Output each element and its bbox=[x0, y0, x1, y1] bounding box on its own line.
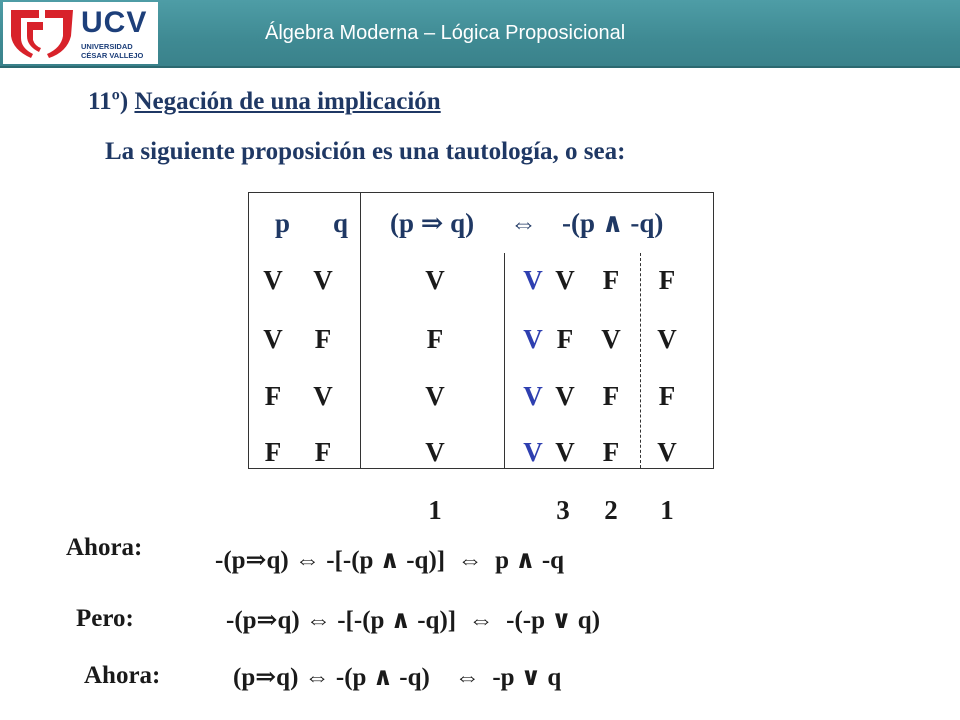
cell-p: F bbox=[264, 381, 282, 411]
cell-p: F bbox=[264, 437, 282, 467]
cell-col7: F bbox=[658, 381, 676, 411]
header-p: p bbox=[275, 208, 291, 238]
logo-line-1: UNIVERSIDAD bbox=[81, 42, 133, 51]
section-subtitle: La siguiente proposición es una tautología, o sea: bbox=[105, 138, 626, 165]
section-heading: Negación de una implicación bbox=[134, 88, 441, 115]
cell-col5: V bbox=[555, 265, 575, 295]
cell-col6: V bbox=[601, 324, 621, 354]
logo-wordmark: UCV bbox=[81, 6, 148, 39]
cell-p: V bbox=[263, 265, 283, 295]
derivation-label: Pero: bbox=[76, 605, 134, 632]
cell-col7: V bbox=[657, 324, 677, 354]
ucv-logo bbox=[3, 2, 158, 64]
derivation-formula: (p⇒q) ⇔ -(p ∧ -q) ⇔ -p ∨ q bbox=[233, 664, 562, 691]
step-number-result: 3 bbox=[556, 495, 570, 525]
header-title: Álgebra Moderna – Lógica Proposicional bbox=[265, 22, 626, 44]
cell-implication: V bbox=[425, 265, 445, 295]
cell-col7: F bbox=[658, 265, 676, 295]
header-q: q bbox=[333, 208, 349, 238]
header-negation: -(p ∧ -q) bbox=[562, 208, 664, 238]
cell-p: V bbox=[263, 324, 283, 354]
table-dashed-divider bbox=[640, 253, 641, 468]
cell-col5: V bbox=[555, 381, 575, 411]
derivation-formula: -(p⇒q) ⇔ -[-(p ∧ -q)] ⇔ -(-p ∨ q) bbox=[226, 607, 601, 634]
cell-q: F bbox=[314, 324, 332, 354]
cell-implication: V bbox=[425, 381, 445, 411]
table-divider-result bbox=[504, 253, 505, 468]
cell-result: V bbox=[523, 381, 543, 411]
shield-logo-icon bbox=[9, 8, 75, 60]
header bbox=[0, 0, 960, 68]
section-title bbox=[88, 88, 441, 116]
derivation-formula: -(p⇒q) ⇔ -[-(p ∧ -q)] ⇔ p ∧ -q bbox=[215, 547, 565, 574]
cell-implication: F bbox=[426, 324, 444, 354]
derivation-label: Ahora: bbox=[66, 534, 143, 561]
cell-result: V bbox=[523, 324, 543, 354]
cell-q: V bbox=[313, 381, 333, 411]
cell-result: V bbox=[523, 265, 543, 295]
cell-col6: F bbox=[602, 437, 620, 467]
section-number: 11º) bbox=[88, 88, 129, 115]
step-number-implication: 1 bbox=[428, 495, 442, 525]
table-divider bbox=[360, 193, 361, 468]
step-number-col6: 2 bbox=[604, 495, 618, 525]
cell-col5: F bbox=[556, 324, 574, 354]
cell-result: V bbox=[523, 437, 543, 467]
cell-col6: F bbox=[602, 265, 620, 295]
derivation-label: Ahora: bbox=[84, 662, 161, 689]
cell-q: V bbox=[313, 265, 333, 295]
logo-line-2: CÉSAR VALLEJO bbox=[81, 51, 144, 60]
step-number-col7: 1 bbox=[660, 495, 674, 525]
header-implication: (p ⇒ q) bbox=[390, 208, 475, 238]
cell-col7: V bbox=[657, 437, 677, 467]
cell-q: F bbox=[314, 437, 332, 467]
cell-col5: V bbox=[555, 437, 575, 467]
cell-implication: V bbox=[425, 437, 445, 467]
logo-subtext bbox=[81, 42, 143, 60]
header-biconditional: ⇔ bbox=[510, 208, 537, 238]
cell-col6: F bbox=[602, 381, 620, 411]
